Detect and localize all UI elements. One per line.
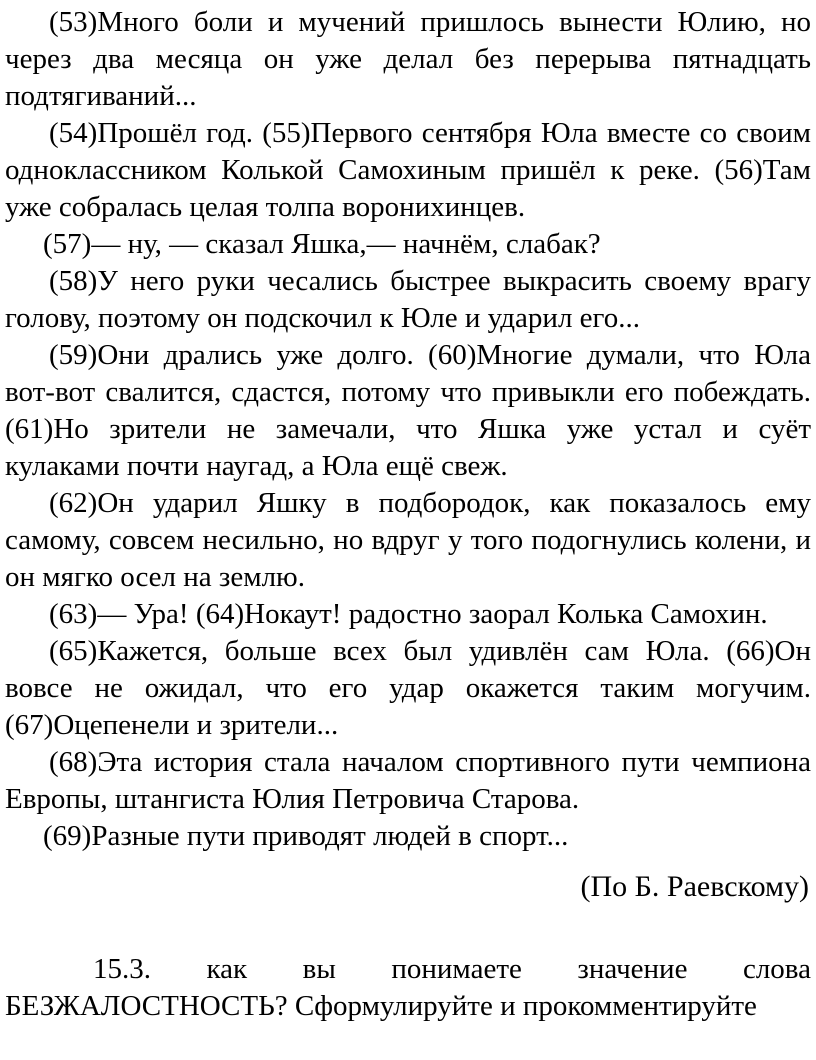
- source-attribution: (По Б. Раевскому): [580, 870, 809, 903]
- paragraph-68: (68)Эта история стала началом спортивного пути чемпиона Европы, штангиста Юлия Петровича Старова.: [5, 746, 811, 815]
- paragraph-53: (53)Много боли и мучений пришлось вынести Юлию, но через два месяца он уже делал без перерыва пятнадцать подтягиваний...: [5, 6, 811, 112]
- paragraph-65-67: (65)Кажется, больше всех был удивлён сам Юла. (66)Он вовсе не ожидал, что его удар окажется таким могучим. (67)Оцепенели и зрители...: [5, 635, 811, 741]
- paragraph-57: (57)— ну, — сказал Яшка,— начнём, слабак?: [43, 228, 601, 260]
- task-prompt-line1: 15.3. как вы понимаете значение слова: [93, 953, 811, 985]
- paragraph-63-64: (63)— Ура! (64)Нокаут! радостно заорал Колька Самохин.: [49, 598, 768, 630]
- paragraph-62: (62)Он ударил Яшку в подбородок, как показалось ему самому, совсем несильно, но вдруг у того подогнулись колени, и он мягко осел на землю.: [5, 487, 811, 593]
- paragraph-59-61: (59)Они дрались уже долго. (60)Многие думали, что Юла вот-вот свалится, сдастся, потому что привыкли его побеждать. (61)Но зрители не замечали, что Яшка уже устал и суёт кулаками почти наугад, а Юла ещё свеж.: [5, 339, 811, 482]
- paragraph-58: (58)У него руки чесались быстрее выкрасить своему врагу голову, поэтому он подскочил к Юле и ударил его...: [5, 265, 811, 334]
- document-page: [5, 4, 811, 1025]
- paragraph-54-56: (54)Прошёл год. (55)Первого сентября Юла вместе со своим одноклассником Колькой Самохиным пришёл к реке. (56)Там уже собралась целая толпа воронихинцев.: [5, 117, 811, 223]
- task-prompt-line2: БЕЗЖАЛОСТНОСТЬ? Сформулируйте и прокомментируйте: [5, 990, 757, 1022]
- paragraph-69: (69)Разные пути приводят людей в спорт...: [43, 820, 569, 852]
